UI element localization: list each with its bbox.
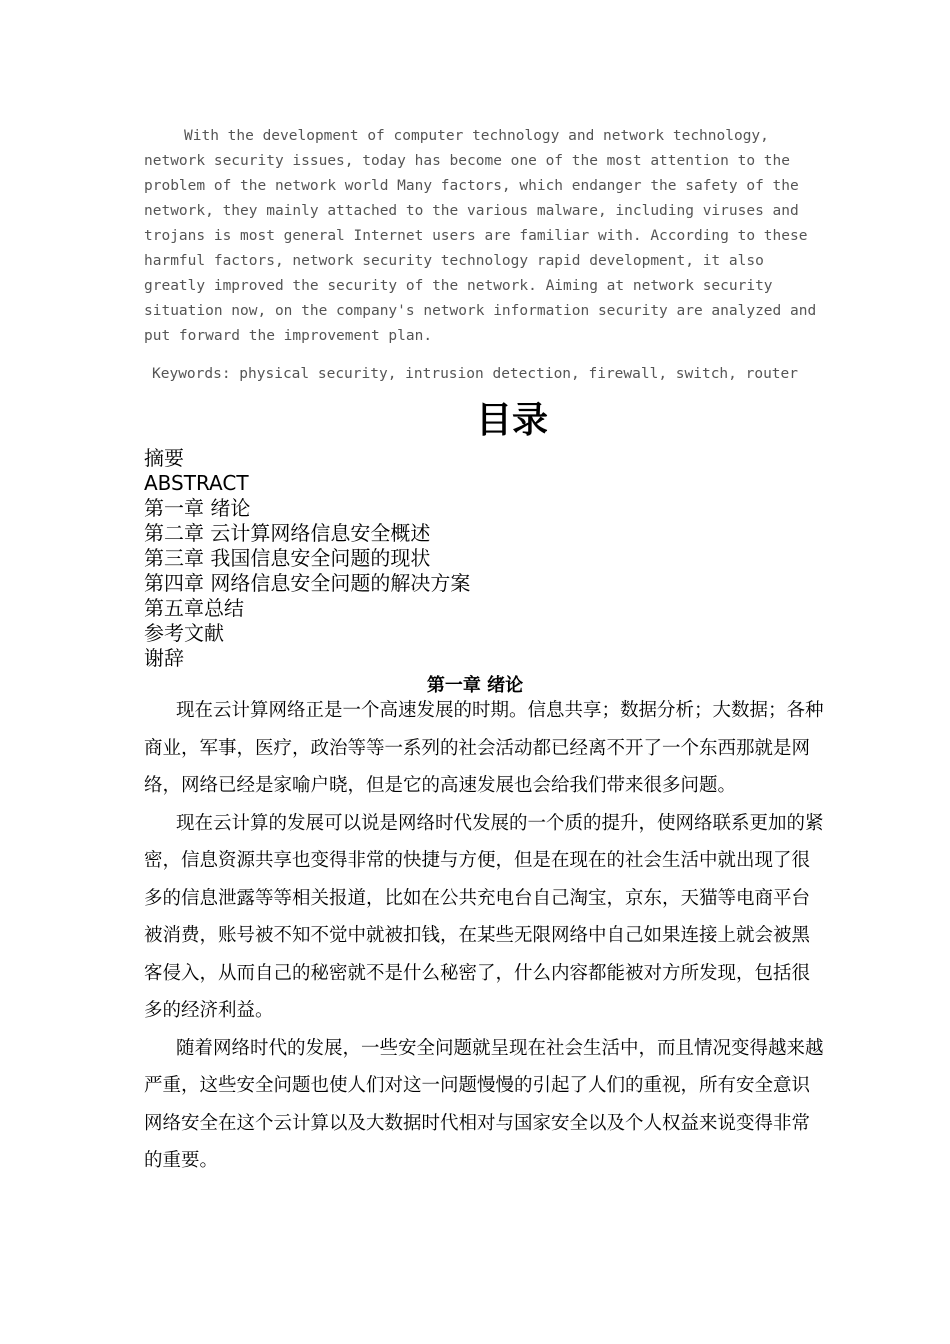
abstract-paragraph: With the development of computer technology and network technology, network security issues, today has become one of the most attention to the problem of the network world Many factors, which endanger the safety of the network, they mainly attached to the various malware, including viruses and trojans is most general Internet users are familiar with. According to these harmful factors, network security technology rapid development, it also greatly improved the security of the network. Aiming at network security situation now, on the company's network information security are analyzed and put forward the improvement plan. bbox=[144, 128, 825, 344]
toc-item-acknowledgements: 谢辞 bbox=[144, 646, 184, 670]
toc-title: 目录 bbox=[475, 400, 548, 441]
chapter-1-heading: 第一章 绪论 bbox=[426, 675, 524, 696]
toc-item-chapter-5: 第五章总结 bbox=[144, 596, 244, 620]
abstract-section bbox=[144, 124, 824, 349]
toc-item-chapter-2: 第二章 云计算网络信息安全概述 bbox=[144, 521, 431, 545]
body-paragraph: 现在云计算网络正是一个高速发展的时期。信息共享；数据分析；大数据；各种商业，军事，医疗，政治等等一系列的社会活动都已经离不开了一个东西那就是网络，网络已经是家喻户晓，但是它的高速发展也会给我们带来很多问题。 bbox=[144, 700, 824, 796]
chapter-1-body bbox=[144, 692, 824, 1180]
body-paragraph: 随着网络时代的发展，一些安全问题就呈现在社会生活中，而且情况变得越来越严重，这些安全问题也使人们对这一问题慢慢的引起了人们的重视，所有安全意识网络安全在这个云计算以及大数据时代相对与国家安全以及个人权益来说变得非常的重要。 bbox=[144, 1037, 824, 1171]
toc-item-abstract-cn: 摘要 bbox=[144, 446, 184, 470]
keywords-line: Keywords: physical security, intrusion detection, firewall, switch, router bbox=[152, 366, 799, 382]
toc-item-references: 参考文献 bbox=[144, 621, 224, 645]
table-of-contents bbox=[144, 446, 470, 671]
toc-item-chapter-3: 第三章 我国信息安全问题的现状 bbox=[144, 546, 431, 570]
toc-item-chapter-4: 第四章 网络信息安全问题的解决方案 bbox=[144, 571, 471, 595]
toc-item-chapter-1: 第一章 绪论 bbox=[144, 496, 251, 520]
body-paragraph: 现在云计算的发展可以说是网络时代发展的一个质的提升，使网络联系更加的紧密，信息资源共享也变得非常的快捷与方便，但是在现在的社会生活中就出现了很多的信息泄露等等相关报道，比如在公共充电台自己淘宝，京东，天猫等电商平台被消费，账号被不知不觉中就被扣钱，在某些无限网络中自己如果连接上就会被黑客侵入，从而自己的秘密就不是什么秘密了，什么内容都能被对方所发现，包括很多的经济利益。 bbox=[144, 812, 824, 1021]
toc-item-abstract-en: ABSTRACT bbox=[144, 471, 249, 495]
